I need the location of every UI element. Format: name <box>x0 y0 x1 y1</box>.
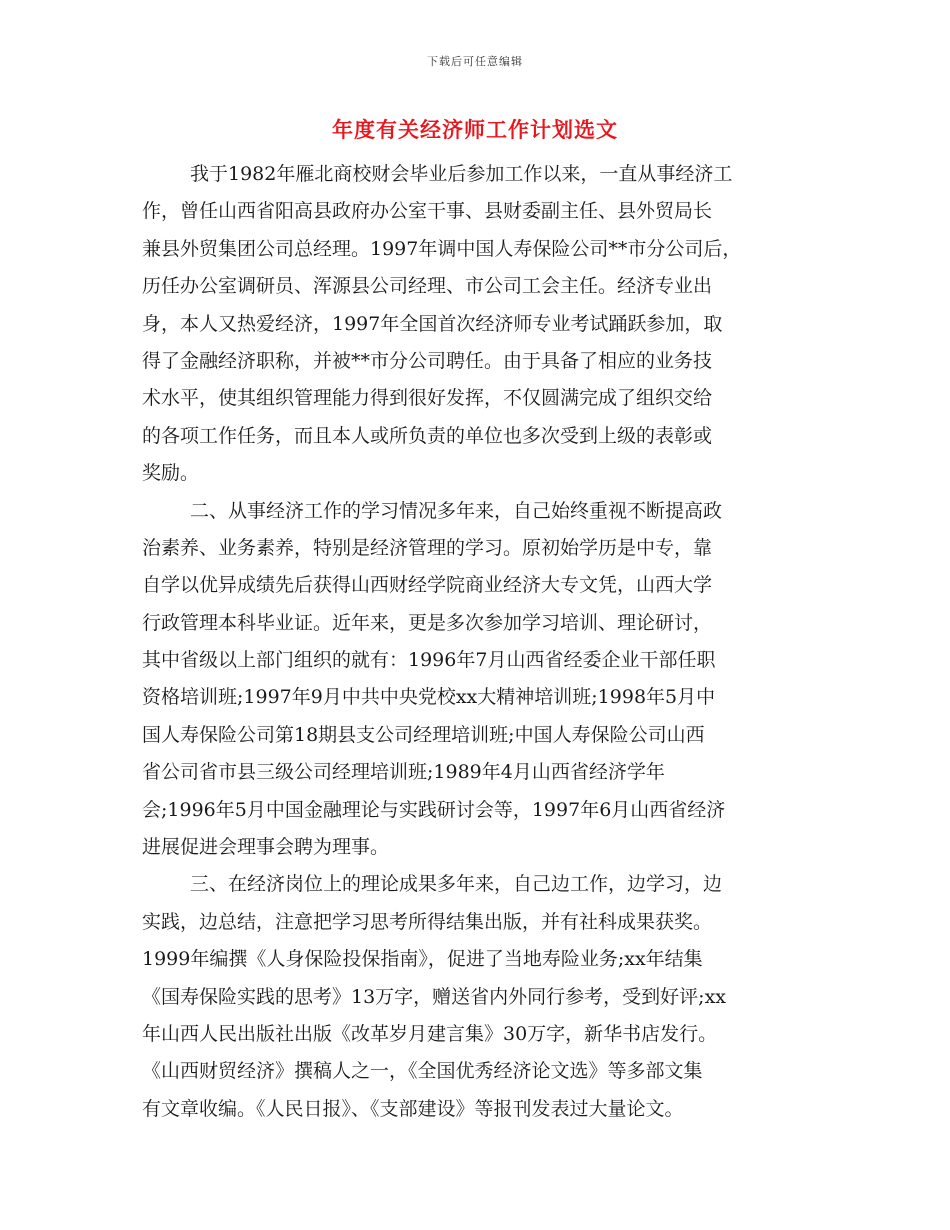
text-line: 治素养、业务素养，特别是经济管理的学习。原初始学历是中专，靠 <box>142 536 713 559</box>
text-line: 得了金融经济职称，并被**市分公司聘任。由于具备了相应的业务技 <box>142 349 713 372</box>
text-line: 国人寿保险公司第18期县支公司经理培训班;中国人寿保险公司山西 <box>142 723 705 746</box>
text-line: 作，曾任山西省阳高县政府办公室干事、县财委副主任、县外贸局长 <box>142 200 713 223</box>
text-line: 有文章收编。《人民日报》、《支部建设》等报刊发表过大量论文。 <box>142 1097 684 1120</box>
text-line: 会;1996年5月中国金融理论与实践研讨会等，1997年6月山西省经济 <box>142 798 726 821</box>
text-line: 身，本人又热爱经济，1997年全国首次经济师专业考试踊跃参加，取 <box>142 312 723 335</box>
text-line: 术水平，使其组织管理能力得到很好发挥，不仅圆满完成了组织交给 <box>142 387 713 410</box>
text-line: 《国寿保险实践的思考》13万字，赠送省内外同行参考，受到好评;xx <box>142 985 727 1008</box>
text-line: 《山西财贸经济》撰稿人之一，《全国优秀经济论文选》等多部文集 <box>142 1060 703 1083</box>
text-line: 二、从事经济工作的学习情况多年来，自己始终重视不断提高政 <box>190 499 723 522</box>
text-line: 1999年编撰《人身保险投保指南》，促进了当地寿险业务;xx年结集 <box>142 948 703 971</box>
header-note: 下载后可任意编辑 <box>427 55 523 68</box>
text-line: 年山西人民出版社出版《改革岁月建言集》30万字，新华书店发行。 <box>142 1022 718 1045</box>
document-body <box>142 156 808 1128</box>
text-line: 行政管理本科毕业证。近年来，更是多次参加学习培训、理论研讨， <box>142 611 713 634</box>
text-line: 历任办公室调研员、浑源县公司经理、市公司工会主任。经济专业出 <box>142 275 713 298</box>
text-line: 兼县外贸集团公司总经理。1997年调中国人寿保险公司**市分公司后， <box>142 237 742 260</box>
text-line: 实践，边总结，注意把学习思考所得结集出版，并有社科成果获奖。 <box>142 910 713 933</box>
text-line: 资格培训班;1997年9月中共中央党校xx大精神培训班;1998年5月中 <box>142 686 716 709</box>
text-line: 自学以优异成绩先后获得山西财经学院商业经济大专文凭，山西大学 <box>142 574 713 597</box>
text-line: 三、在经济岗位上的理论成果多年来，自己边工作，边学习，边 <box>190 873 723 896</box>
text-line: 我于1982年雁北商校财会毕业后参加工作以来，一直从事经济工 <box>190 163 733 185</box>
text-line: 奖励。 <box>142 462 200 485</box>
text-line: 省公司省市县三级公司经理培训班;1989年4月山西省经济学年 <box>142 761 665 784</box>
document-title: 年度有关经济师工作计划选文 <box>332 117 618 142</box>
text-line: 进展促进会理事会聘为理事。 <box>142 836 390 859</box>
text-line: 的各项工作任务，而且本人或所负责的单位也多次受到上级的表彰或 <box>142 424 713 447</box>
text-line: 其中省级以上部门组织的就有：1996年7月山西省经委企业干部任职 <box>142 649 716 672</box>
